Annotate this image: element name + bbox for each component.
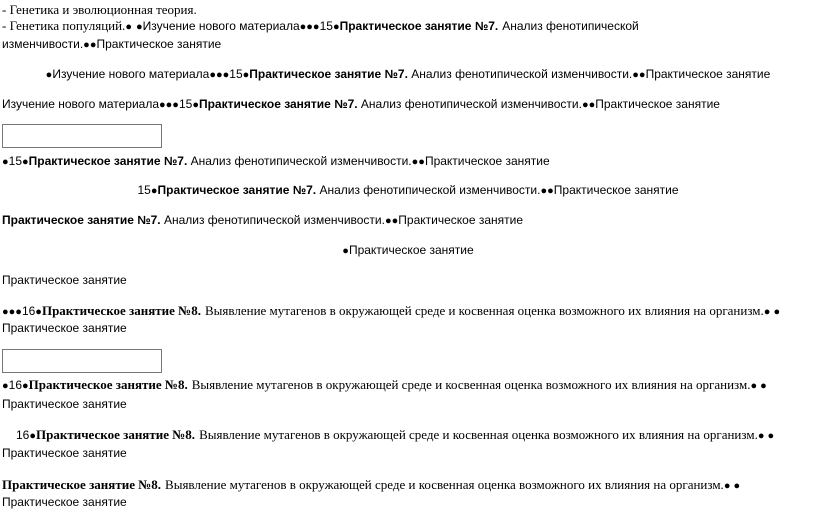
practical-8-title: Практическое занятие №8. bbox=[41, 303, 201, 318]
bullet-icon: ● bbox=[581, 99, 589, 111]
practical-label: Практическое занятие bbox=[2, 273, 127, 287]
bullet-icon: ● bbox=[384, 215, 392, 227]
mutagen-text: Выявление мутагенов в окружающей среде и косвенная оценка возможного их влияния на организм. bbox=[191, 377, 751, 392]
lesson-number: 16 bbox=[21, 304, 36, 318]
practical-label: Практическое занятие bbox=[645, 67, 771, 81]
practical-8-title: Практическое занятие №8. bbox=[2, 477, 162, 492]
lesson-number: 15 bbox=[8, 154, 23, 168]
lesson-number: 16 bbox=[8, 378, 23, 392]
practical-label: Практическое занятие bbox=[424, 154, 550, 168]
bullet-icon: ● bbox=[89, 39, 97, 51]
practical-7-title: Практическое занятие №7. bbox=[157, 183, 317, 197]
bullet-icon: ● bbox=[83, 39, 90, 51]
practical-7-title: Практическое занятие №7. bbox=[249, 67, 408, 81]
population-genetics-text: - Генетика популяций. bbox=[2, 18, 126, 33]
entry-row bbox=[2, 396, 127, 412]
study-new-material-label: Изучение нового материала bbox=[142, 19, 300, 33]
entry-row bbox=[2, 377, 767, 394]
bullet-icon: ● bbox=[342, 245, 349, 257]
practical-7-title: Практическое занятие №7. bbox=[28, 154, 188, 168]
bullet-icon: ● bbox=[22, 156, 29, 168]
lesson-number: 15 bbox=[137, 183, 151, 197]
entry-row bbox=[2, 477, 740, 494]
practical-label: Практическое занятие bbox=[553, 183, 679, 197]
entry-row bbox=[2, 445, 127, 461]
bullet-icon: ● bbox=[540, 185, 548, 197]
bullet-icon: ●●● bbox=[2, 306, 22, 318]
bullet-icon: ● bbox=[35, 306, 42, 318]
topic-population-genetics bbox=[2, 18, 639, 35]
practical-label: Практическое занятие bbox=[2, 446, 127, 460]
input-box[interactable] bbox=[2, 349, 162, 373]
practical-label: Практическое занятие bbox=[398, 213, 524, 227]
analysis-text: Анализ фенотипической bbox=[502, 19, 639, 33]
practical-8-title: Практическое занятие №8. bbox=[28, 377, 188, 392]
topic-genetics-evolution bbox=[2, 2, 197, 18]
bullet-icon: ● ● bbox=[757, 430, 775, 442]
entry-row bbox=[2, 212, 523, 229]
bullet-icon: ●●● bbox=[299, 21, 320, 33]
mutagen-text: Выявление мутагенов в окружающей среде и косвенная оценка возможного их влияния на организм. bbox=[205, 303, 764, 318]
entry-row bbox=[0, 242, 816, 259]
practical-7-title: Практическое занятие №7. bbox=[198, 97, 358, 111]
analysis-text: Анализ фенотипической изменчивости. bbox=[411, 67, 633, 81]
analysis-text: Анализ фенотипической изменчивости. bbox=[163, 213, 385, 227]
bullet-icon: ● bbox=[418, 156, 425, 168]
bullet-icon: ● bbox=[391, 215, 399, 227]
mutagen-text: Выявление мутагенов в окружающей среде и косвенная оценка возможного их влияния на организм. bbox=[165, 477, 724, 492]
entry-row bbox=[0, 66, 816, 83]
bullet-icon: ● bbox=[632, 69, 639, 81]
analysis-text: Анализ фенотипической изменчивости. bbox=[360, 97, 582, 111]
entry-row bbox=[16, 427, 774, 444]
study-new-material-label: Изучение нового материала bbox=[2, 97, 160, 111]
practical-label: Практическое занятие bbox=[2, 397, 127, 411]
study-new-material-label: Изучение нового материала bbox=[52, 67, 210, 81]
bullet-icon: ● bbox=[22, 380, 29, 392]
analysis-text: Анализ фенотипической изменчивости. bbox=[190, 154, 412, 168]
entry-row bbox=[2, 303, 780, 320]
bullet-icon: ●●● bbox=[209, 69, 230, 81]
practical-8-title: Практическое занятие №8. bbox=[36, 427, 196, 442]
practical-label: Практическое занятие bbox=[2, 495, 127, 509]
bullet-icon: ● bbox=[135, 21, 143, 33]
entry-row bbox=[2, 96, 720, 113]
bullet-icon: ●●● bbox=[159, 99, 179, 111]
bullet-icon: ● bbox=[332, 21, 340, 33]
bullet-icon: ● ● bbox=[723, 480, 741, 492]
lesson-number: 16 bbox=[16, 428, 30, 442]
practical-label: Практическое занятие bbox=[595, 97, 720, 111]
lesson-number: 15 bbox=[319, 19, 333, 33]
input-box[interactable] bbox=[2, 124, 162, 148]
bullet-icon: ● bbox=[2, 156, 9, 168]
bullet-icon: ● bbox=[29, 430, 37, 442]
entry-row bbox=[2, 153, 550, 170]
mutagen-text: Выявление мутагенов в окружающей среде и косвенная оценка возможного их влияния на организм. bbox=[199, 427, 758, 442]
bullet-icon: ● bbox=[411, 156, 419, 168]
wrap-line bbox=[2, 36, 221, 53]
bullet-icon: ● bbox=[2, 380, 9, 392]
lesson-number: 15 bbox=[178, 97, 193, 111]
practical-label: Практическое занятие bbox=[2, 321, 127, 335]
topic-text: - Генетика и эволюционная теория. bbox=[2, 2, 197, 17]
analysis-text: Анализ фенотипической изменчивости. bbox=[319, 183, 541, 197]
practical-label: Практическое занятие bbox=[348, 243, 474, 257]
lesson-number: 15 bbox=[229, 67, 243, 81]
bullet-icon: ● bbox=[45, 69, 53, 81]
bullet-icon: ● bbox=[150, 185, 158, 197]
bullet-icon: ● ● bbox=[763, 306, 781, 318]
analysis-wrap-text: изменчивости. bbox=[2, 37, 84, 51]
practical-7-title: Практическое занятие №7. bbox=[339, 19, 499, 33]
practical-7-title: Практическое занятие №7. bbox=[2, 213, 161, 227]
bullet-icon: ● bbox=[242, 69, 250, 81]
entry-row bbox=[2, 272, 127, 288]
bullet-icon: ● bbox=[125, 21, 132, 33]
entry-row bbox=[2, 320, 127, 336]
bullet-icon: ● bbox=[192, 99, 199, 111]
entry-row bbox=[0, 182, 816, 199]
bullet-icon: ● bbox=[547, 185, 554, 197]
bullet-icon: ● ● bbox=[750, 380, 767, 392]
practical-label: Практическое занятие bbox=[96, 37, 222, 51]
bullet-icon: ● bbox=[638, 69, 646, 81]
entry-row bbox=[2, 494, 127, 510]
bullet-icon: ● bbox=[588, 99, 596, 111]
